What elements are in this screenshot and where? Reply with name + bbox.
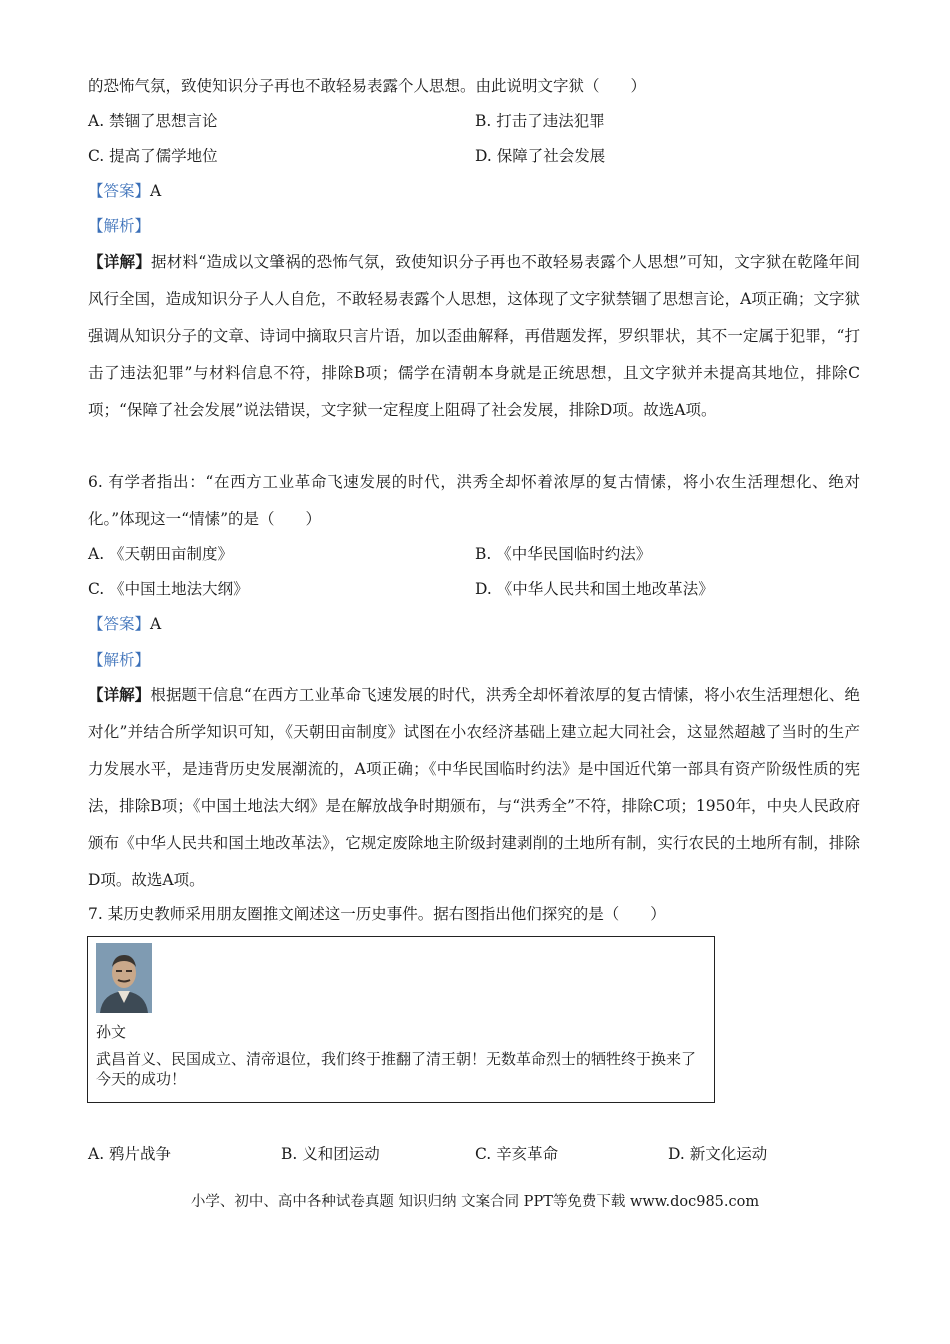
page-footer: 小学、初中、高中各种试卷真题 知识归纳 文案合同 PPT等免费下载 www.doc985.com — [190, 1194, 760, 1210]
avatar — [96, 943, 152, 1013]
q6-option-d: D. 《中华人民共和国土地改革法》 — [475, 580, 714, 598]
q7-option-a: A. 鸦片战争 — [88, 1145, 172, 1163]
q7-option-c: C. 辛亥革命 — [475, 1145, 559, 1163]
q5-analysis-tag — [88, 215, 150, 237]
q7-option-b: B. 义和团运动 — [281, 1145, 380, 1163]
post-author-name: 孙文 — [96, 1023, 127, 1041]
q6-analysis-tag — [88, 649, 150, 671]
q6-detail — [88, 676, 860, 899]
q5-option-b: B. 打击了违法犯罪 — [475, 112, 605, 130]
q6-analysis-label: 【解析】 — [88, 651, 151, 669]
post-text: 武昌首义、民国成立、清帝退位，我们终于推翻了清王朝！无数革命烈士的牺牲终于换来了今天的成功！ — [96, 1050, 697, 1088]
q6-answer-line — [88, 613, 161, 635]
q5-option-d: D. 保障了社会发展 — [475, 147, 606, 165]
q5-option-c: C. 提高了儒学地位 — [88, 147, 218, 165]
q6-detail-tag: 【详解】 — [88, 685, 151, 704]
q5-answer-value: A — [150, 182, 162, 200]
q6-option-b: B. 《中华民国临时约法》 — [475, 545, 652, 563]
q7-option-d: D. 新文化运动 — [668, 1145, 768, 1163]
q6-stem: 6. 有学者指出：“在西方工业革命飞速发展的时代，洪秀全却怀着浓厚的复古情愫，将小农生活理想化、绝对化。”体现这一“情愫”的是（ ） — [88, 473, 860, 528]
q7-stem: 7. 某历史教师采用朋友圈推文阐述这一历史事件。据右图指出他们探究的是（ ） — [88, 905, 666, 923]
q5-answer-line — [88, 180, 161, 202]
q5-detail — [88, 243, 860, 429]
moments-post-card — [87, 936, 715, 1103]
q5-option-a: A. 禁锢了思想言论 — [88, 112, 218, 130]
q6-answer-value: A — [150, 615, 162, 633]
q5-stem-tail: 的恐怖气氛，致使知识分子再也不敢轻易表露个人思想。由此说明文字狱（ ） — [88, 77, 647, 95]
q6-detail-text: 根据题干信息“在西方工业革命飞速发展的时代，洪秀全却怀着浓厚的复古情愫，将小农生活理想化、绝对化”并结合所学知识可知，《天朝田亩制度》试图在小农经济基础上建立起大同社会，这显然超越了当时的生产力发展水平，是违背历史发展潮流的，A项正确；《中华民国临时约法》是中国近代第一部具有资产阶级性质的宪法，排除B项；《中国土地法大纲》是在解放战争时期颁布，与“洪秀全”不符，排除C项；1950年，中央人民政府颁布《中华人民共和国土地改革法》，它规定废除地主阶级封建剥削的土地所有制，实行农民的土地所有制，排除D项。故选A项。 — [88, 686, 860, 889]
q5-analysis-label: 【解析】 — [88, 217, 151, 235]
q6-option-c: C. 《中国土地法大纲》 — [88, 580, 249, 598]
q5-detail-tag: 【详解】 — [88, 252, 151, 271]
portrait-image — [96, 943, 152, 1013]
q6-answer-tag: 【答案】 — [88, 615, 151, 633]
q5-answer-tag: 【答案】 — [88, 182, 151, 200]
q6-option-a: A. 《天朝田亩制度》 — [88, 545, 234, 563]
q5-detail-text: 据材料“造成以文肇祸的恐怖气氛，致使知识分子再也不敢轻易表露个人思想”可知，文字狱在乾隆年间风行全国，造成知识分子人人自危，不敢轻易表露个人思想，这体现了文字狱禁锢了思想言论，A项正确；文字狱强调从知识分子的文章、诗词中摘取只言片语，加以歪曲解释，再借题发挥，罗织罪状，其不一定属于犯罪，“打击了违法犯罪”与材料信息不符，排除B项；儒学在清朝本身就是正统思想，且文字狱并未提高其地位，排除C项；“保障了社会发展”说法错误，文字狱一定程度上阻碍了社会发展，排除D项。故选A项。 — [88, 253, 860, 419]
